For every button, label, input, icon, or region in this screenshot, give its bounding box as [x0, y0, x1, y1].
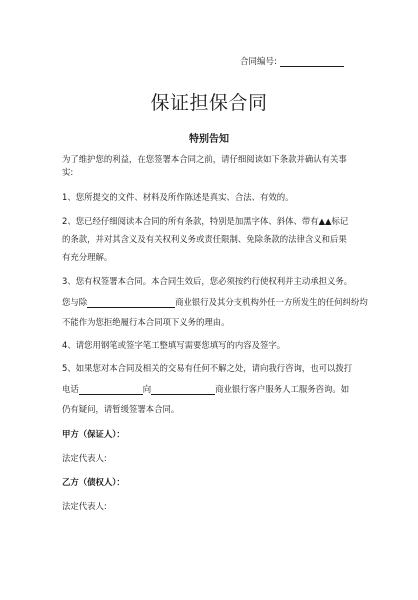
party-b-representative: 法定代表人:	[62, 501, 107, 511]
item-4: 4、请您用钢笔或签字笔工整填写需要您填写的内容及签字。	[62, 340, 286, 350]
item-5-line-1: 5、如果您对本合同及相关的交易有任何不解之处，请向我行咨询，也可以拨打	[62, 363, 353, 373]
item-3-line-2	[62, 296, 368, 308]
bank-name-blank-2[interactable]	[151, 385, 215, 395]
document-title: 保证担保合同	[150, 92, 268, 114]
item-5-line-3: 仍有疑问，请暂缓签署本合同。	[62, 404, 180, 414]
party-b-label: 乙方（债权人）：	[62, 477, 125, 487]
contract-number-field	[240, 55, 344, 67]
item-3-line-2-prefix: 您与除	[62, 297, 88, 307]
item-3-line-2-suffix: 商业银行及其分支机构外任一方所发生的任何纠纷均	[175, 297, 368, 307]
item-3-line-3: 不能作为您拒绝履行本合同项下义务的理由。	[62, 317, 230, 327]
party-a-label: 甲方（保证人）：	[62, 429, 125, 439]
bank-name-blank[interactable]	[87, 298, 175, 308]
item-3-line-1: 3、您有权签署本合同。本合同生效后，您必须按约行使权利并主动承担义务。	[62, 276, 353, 286]
phone-number-blank[interactable]	[79, 385, 143, 395]
intro-line-1: 为了维护您的利益，在您签署本合同之前，请仔细阅读如下条款并确认有关事	[62, 154, 347, 164]
item-5-line-2	[62, 383, 360, 395]
contract-number-label: 合同编号:	[240, 57, 277, 67]
intro-line-2: 实:	[62, 167, 74, 177]
item-2-line-3: 有充分理解。	[62, 252, 113, 262]
item-5-line-2-suffix: 商业银行客户服务人工服务咨询。如	[215, 384, 350, 394]
item-2-line-1: 2、您已经仔细阅读本合同的所有条款，特别是加黑字体、斜体、带有▲▲标记	[62, 216, 349, 226]
document-subtitle: 特别告知	[189, 134, 229, 145]
party-a-representative: 法定代表人:	[62, 453, 107, 463]
item-5-line-2-prefix: 电话	[62, 384, 79, 394]
contract-number-blank[interactable]	[280, 57, 344, 67]
item-5-line-2-middle: 向	[142, 384, 152, 394]
item-2-line-2: 的条款，并对其含义及有关权利义务或责任限制、免除条款的法律含义和后果	[62, 234, 347, 244]
item-1: 1、您所提交的文件、材料及所作陈述是真实、合法、有效的。	[62, 192, 294, 202]
